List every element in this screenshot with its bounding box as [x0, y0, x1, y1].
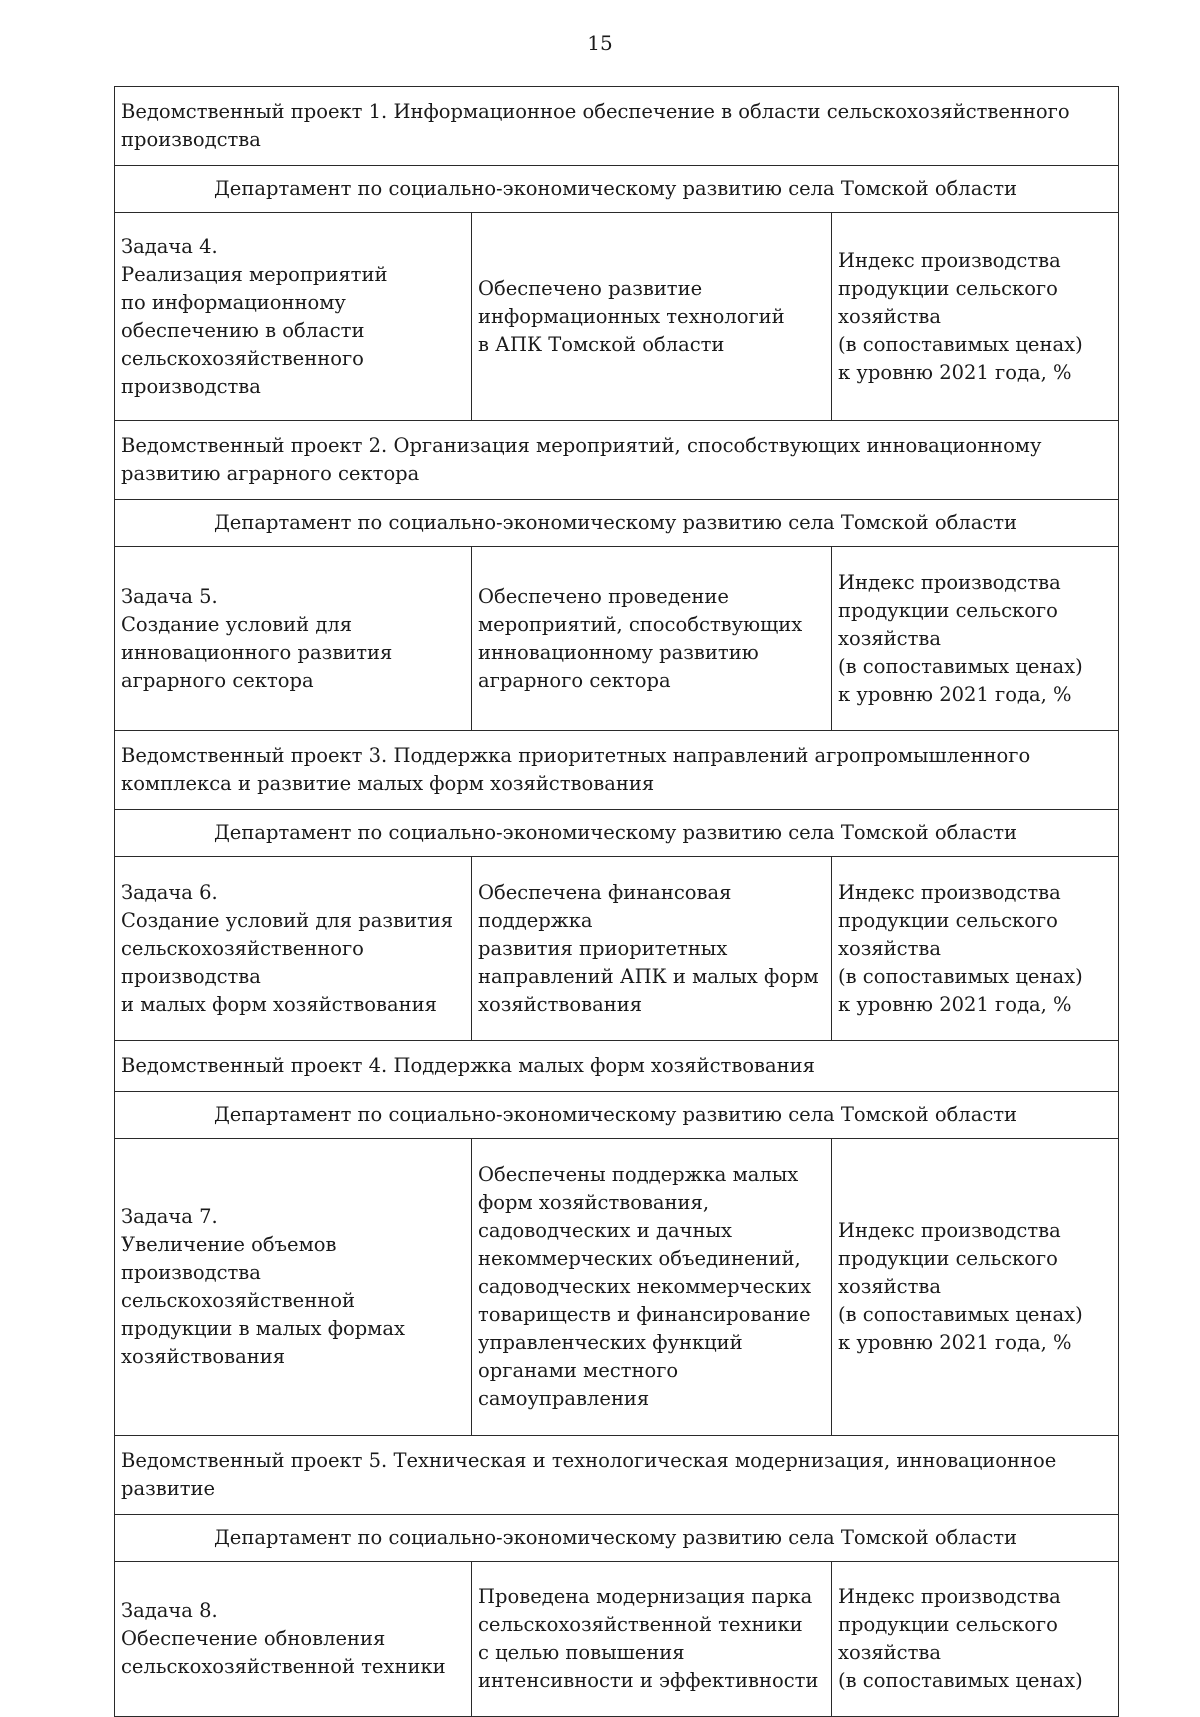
- result-line: мероприятий, способствующих: [478, 612, 803, 636]
- task-line: сельскохозяйственного: [121, 346, 364, 370]
- project-title: [115, 1436, 1119, 1515]
- task-row: [115, 547, 1119, 731]
- task-line: производства: [121, 964, 261, 988]
- result-cell: [472, 1139, 832, 1436]
- department-name: Департамент по социально-экономическому развитию села Томской области: [115, 1092, 1119, 1139]
- indicator-line: (в сопоставимых ценах): [838, 332, 1083, 356]
- indicator-line: продукции сельского: [838, 908, 1058, 932]
- indicator-line: продукции сельского: [838, 276, 1058, 300]
- project-title: [115, 87, 1119, 166]
- task-line: и малых форм хозяйствования: [121, 992, 437, 1016]
- department-name: Департамент по социально-экономическому развитию села Томской области: [115, 810, 1119, 857]
- indicator-line: хозяйства: [838, 304, 941, 328]
- result-line: направлений АПК и малых форм: [478, 964, 819, 988]
- result-line: Обеспечено развитие: [478, 276, 703, 300]
- task-cell: [115, 213, 472, 421]
- task-line: по информационному: [121, 290, 346, 314]
- task-line: производства: [121, 1261, 261, 1284]
- task-cell: [115, 1139, 472, 1436]
- indicator-line: Индекс производства: [838, 570, 1061, 594]
- indicator-line: продукции сельского: [838, 598, 1058, 622]
- task-row: [115, 1139, 1119, 1436]
- project-title-line: Ведомственный проект 2. Организация мероприятий, способствующих инновационному: [121, 434, 1042, 457]
- result-line: управленческих функций: [478, 1331, 743, 1354]
- project-title: [115, 421, 1119, 500]
- result-line: информационных технологий: [478, 304, 785, 328]
- task-line: Задача 6.: [121, 880, 218, 904]
- project-title-line: производства: [121, 128, 261, 151]
- task-cell: [115, 857, 472, 1041]
- task-line: Реализация мероприятий: [121, 262, 388, 286]
- department-row: [115, 1092, 1119, 1139]
- department-row: [115, 500, 1119, 547]
- project-title-line: Ведомственный проект 1. Информационное обеспечение в области сельскохозяйственного: [121, 100, 1070, 123]
- task-line: сельскохозяйственного: [121, 936, 364, 960]
- project-title-line: Ведомственный проект 5. Техническая и технологическая модернизация, инновационное: [121, 1449, 1057, 1472]
- result-line: развития приоритетных: [478, 936, 728, 960]
- task-row: [115, 857, 1119, 1041]
- task-line: хозяйствования: [121, 1345, 285, 1368]
- task-line: Увеличение объемов: [121, 1233, 337, 1256]
- indicator-cell: [832, 547, 1119, 731]
- task-cell: [115, 1562, 472, 1717]
- task-line: аграрного сектора: [121, 668, 314, 692]
- task-line: Задача 7.: [121, 1205, 218, 1228]
- indicator-line: к уровню 2021 года, %: [838, 992, 1072, 1016]
- project-table: [114, 86, 1119, 1717]
- task-line: сельскохозяйственной: [121, 1289, 355, 1312]
- result-line: хозяйствования: [478, 992, 642, 1016]
- project-title: [115, 1041, 1119, 1092]
- task-cell: [115, 547, 472, 731]
- result-line: самоуправления: [478, 1387, 650, 1410]
- department-name: Департамент по социально-экономическому развитию села Томской области: [115, 500, 1119, 547]
- result-cell: [472, 857, 832, 1041]
- result-line: некоммерческих объединений,: [478, 1247, 801, 1270]
- indicator-line: к уровню 2021 года, %: [838, 1331, 1072, 1354]
- indicator-cell: [832, 213, 1119, 421]
- result-line: Проведена модернизация парка: [478, 1585, 813, 1608]
- department-name: Департамент по социально-экономическому развитию села Томской области: [115, 166, 1119, 213]
- indicator-line: (в сопоставимых ценах): [838, 1669, 1083, 1692]
- indicator-line: (в сопоставимых ценах): [838, 964, 1083, 988]
- result-line: Обеспечены поддержка малых: [478, 1163, 799, 1186]
- result-cell: [472, 1562, 832, 1717]
- indicator-cell: [832, 1562, 1119, 1717]
- indicator-cell: [832, 857, 1119, 1041]
- result-line: садоводческих и дачных: [478, 1219, 732, 1242]
- result-line: садоводческих некоммерческих: [478, 1275, 812, 1298]
- department-name: Департамент по социально-экономическому развитию села Томской области: [115, 1515, 1119, 1562]
- task-line: Обеспечение обновления: [121, 1627, 386, 1650]
- task-line: Создание условий для: [121, 612, 353, 636]
- indicator-line: хозяйства: [838, 936, 941, 960]
- project-title-line: комплекса и развитие малых форм хозяйствования: [121, 772, 655, 795]
- result-line: Обеспечена финансовая: [478, 880, 732, 904]
- indicator-cell: [832, 1139, 1119, 1436]
- department-row: [115, 810, 1119, 857]
- result-line: поддержка: [478, 908, 593, 932]
- result-line: интенсивности и эффективности: [478, 1669, 819, 1692]
- result-line: Обеспечено проведение: [478, 584, 729, 608]
- result-line: аграрного сектора: [478, 668, 671, 692]
- task-line: инновационного развития: [121, 640, 393, 664]
- indicator-line: Индекс производства: [838, 880, 1061, 904]
- project-title-line: развитие: [121, 1477, 216, 1500]
- task-row: [115, 1562, 1119, 1717]
- project-title-line: Ведомственный проект 3. Поддержка приоритетных направлений агропромышленного: [121, 744, 1031, 767]
- page-number: 15: [587, 31, 613, 55]
- result-line: инновационному развитию: [478, 640, 759, 664]
- result-line: сельскохозяйственной техники: [478, 1613, 803, 1636]
- project-title-line: развитию аграрного сектора: [121, 462, 420, 485]
- indicator-line: Индекс производства: [838, 248, 1061, 272]
- result-line: товариществ и финансирование: [478, 1303, 811, 1326]
- indicator-line: к уровню 2021 года, %: [838, 360, 1072, 384]
- task-line: продукции в малых формах: [121, 1317, 405, 1340]
- task-line: Задача 5.: [121, 584, 218, 608]
- indicator-line: к уровню 2021 года, %: [838, 682, 1072, 706]
- department-row: [115, 166, 1119, 213]
- indicator-line: (в сопоставимых ценах): [838, 1303, 1083, 1326]
- project-title: [115, 731, 1119, 810]
- project-row: [115, 1436, 1119, 1515]
- project-title-line: Ведомственный проект 4. Поддержка малых форм хозяйствования: [121, 1054, 815, 1077]
- result-cell: [472, 547, 832, 731]
- indicator-line: хозяйства: [838, 1275, 941, 1298]
- indicator-line: (в сопоставимых ценах): [838, 654, 1083, 678]
- indicator-line: Индекс производства: [838, 1219, 1061, 1242]
- project-row: [115, 421, 1119, 500]
- indicator-line: Индекс производства: [838, 1585, 1061, 1608]
- project-row: [115, 87, 1119, 166]
- task-line: Создание условий для развития: [121, 908, 454, 932]
- result-line: органами местного: [478, 1359, 679, 1382]
- indicator-line: хозяйства: [838, 1641, 941, 1664]
- result-line: в АПК Томской области: [478, 332, 725, 356]
- task-line: Задача 4.: [121, 234, 218, 258]
- result-line: форм хозяйствования,: [478, 1191, 710, 1214]
- department-row: [115, 1515, 1119, 1562]
- result-cell: [472, 213, 832, 421]
- project-row: [115, 1041, 1119, 1092]
- indicator-line: хозяйства: [838, 626, 941, 650]
- result-line: с целью повышения: [478, 1641, 685, 1664]
- project-table-body: [115, 87, 1119, 1717]
- indicator-line: продукции сельского: [838, 1613, 1058, 1636]
- project-row: [115, 731, 1119, 810]
- task-line: сельскохозяйственной техники: [121, 1655, 446, 1678]
- task-line: Задача 8.: [121, 1599, 218, 1622]
- task-line: обеспечению в области: [121, 318, 365, 342]
- task-line: производства: [121, 374, 261, 398]
- task-row: [115, 213, 1119, 421]
- indicator-line: продукции сельского: [838, 1247, 1058, 1270]
